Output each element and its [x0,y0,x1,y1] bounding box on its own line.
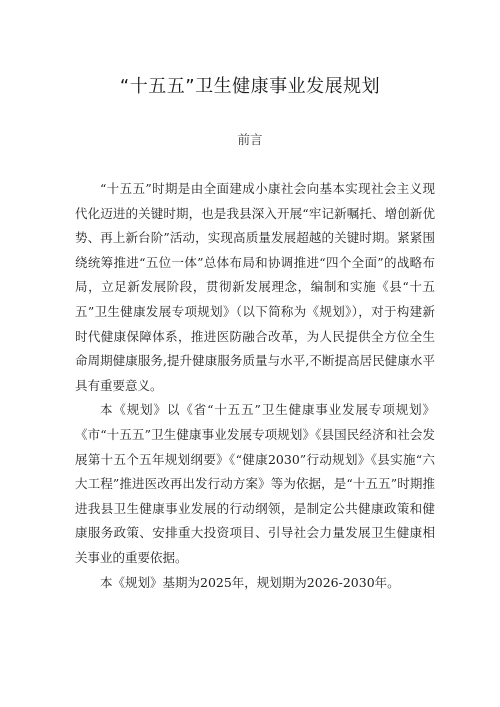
body-paragraph-2: 本《规划》以《省“十五五”卫生健康事业发展专项规划》《市“十五五”卫生健康事业发展专项规划》《县国民经济和社会发展第十五个五年规划纲要》《“健康2030”行动规划》《县实施“六大工程”推进医改再出发行动方案》等为依据，是“十五五”时期推进我县卫生健康事业发展的行动纲领，是制定公共健康政策和健康服务政策、安排重大投资项目、引导社会力量发展卫生健康相关事业的重要依据。 [75,402,435,565]
body-paragraph-3: 本《规划》基期为2025年，规划期为2026-2030年。 [100,574,400,590]
document-body [75,177,435,595]
body-paragraph-1: “十五五”时期是由全面建成小康社会向基本实现社会主义现代化迈进的关键时期，也是我县深入开展“牢记新嘱托、增创新优势、再上新台阶”活动，实现高质量发展超越的关键时期。紧紧围绕统筹推进“五位一体”总体布局和协调推进“四个全面”的战略布局，立足新发展阶段，贯彻新发展理念，编制和实施《县“十五五”卫生健康发展专项规划》（以下简称为《规划》），对于构建新时代健康保障体系，推进医防融合改革，为人民提供全方位全生命周期健康服务,提升健康服务质量与水平,不断提高居民健康水平具有重要意义。 [75,181,435,393]
preface-heading: 前言 [237,132,263,147]
document-title: “十五五”卫生健康事业发展规划 [119,76,381,97]
